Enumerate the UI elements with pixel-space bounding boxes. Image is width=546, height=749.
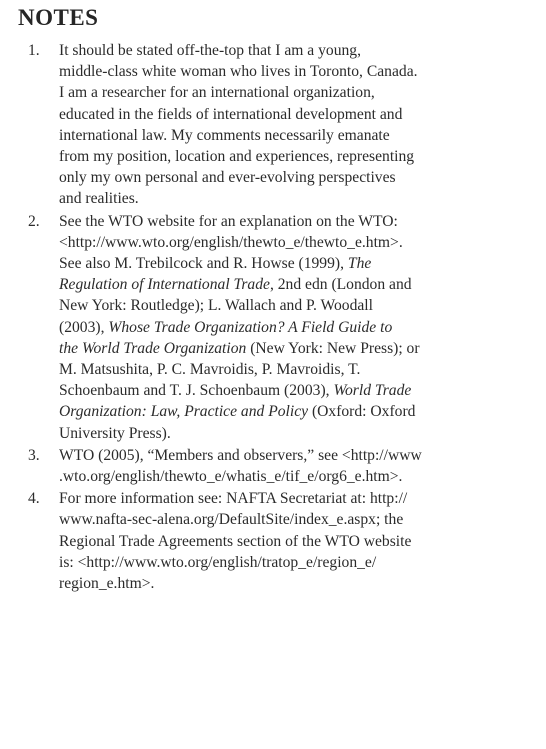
note-text: is: <http://www.wto.org/english/tratop_e/region_e/ — [59, 553, 377, 571]
note-text: New York: Routledge); L. Wallach and P. Woodall — [59, 297, 373, 315]
note-text: M. Matsushita, P. C. Mavroidis, P. Mavroidis, T. — [59, 361, 361, 379]
note-text: from my position, location and experiences, representing — [59, 148, 415, 166]
note-line — [59, 146, 536, 167]
note-text: Regional Trade Agreements section of the WTO website — [59, 532, 412, 550]
note-text: (New York: New Press); or — [246, 339, 420, 357]
note-text: I am a researcher for an international organization, — [59, 84, 375, 102]
note-text: and realities. — [59, 190, 139, 208]
note-line — [59, 445, 536, 466]
note-line — [59, 104, 536, 125]
note-text: .wto.org/english/thewto_e/whatis_e/tif_e/org6_e.htm>. — [59, 468, 403, 486]
note-line — [59, 232, 536, 253]
note-text: region_e.htm>. — [59, 575, 155, 593]
note-item — [18, 211, 536, 444]
note-line — [59, 509, 536, 530]
note-line — [59, 188, 536, 209]
note-line — [59, 573, 536, 594]
note-line — [59, 423, 536, 444]
note-line — [59, 401, 536, 422]
note-text: (Oxford: Oxford — [308, 403, 416, 421]
note-text: See the WTO website for an explanation on the WTO: — [59, 212, 398, 230]
note-text: middle-class white woman who lives in Toronto, Canada. — [59, 63, 418, 81]
italic-title-text: The — [347, 255, 372, 273]
note-line — [59, 167, 536, 188]
note-line — [59, 274, 536, 295]
italic-title-text: World Trade — [333, 382, 412, 400]
note-text: international law. My comments necessarily emanate — [59, 126, 390, 144]
note-line — [59, 82, 536, 103]
note-line — [59, 380, 536, 401]
note-line — [59, 40, 536, 61]
note-line — [59, 125, 536, 146]
note-number: 3. — [28, 446, 40, 464]
note-line — [59, 295, 536, 316]
note-text: , 2nd edn (London and — [269, 276, 412, 294]
note-line — [59, 488, 536, 509]
note-number: 4. — [28, 490, 40, 508]
notes-list — [18, 40, 536, 594]
note-line — [59, 61, 536, 82]
note-number: 2. — [28, 212, 40, 230]
note-text: www.nafta-sec-alena.org/DefaultSite/index_e.aspx; the — [59, 511, 404, 529]
note-number: 1. — [28, 42, 40, 59]
note-item — [18, 40, 536, 210]
note-line — [59, 552, 536, 573]
note-text: University Press). — [59, 424, 171, 442]
page-title: NOTES — [18, 5, 99, 30]
note-text: For more information see: NAFTA Secretariat at: http:// — [59, 490, 408, 508]
note-line — [59, 359, 536, 380]
note-text: only my own personal and ever-evolving perspectives — [59, 169, 396, 187]
note-line — [59, 338, 536, 359]
italic-title-text: Regulation of International Trade — [59, 276, 270, 294]
note-line — [59, 211, 536, 232]
note-line — [59, 531, 536, 552]
note-line — [59, 317, 536, 338]
note-text: It should be stated off-the-top that I am a young, — [59, 42, 361, 59]
note-line — [59, 466, 536, 487]
note-text: See also M. Trebilcock and R. Howse (1999), — [59, 255, 348, 273]
note-text: (2003), — [59, 318, 109, 336]
italic-title-text: Whose Trade Organization? A Field Guide to — [108, 318, 393, 336]
note-text: educated in the fields of international development and — [59, 105, 403, 123]
note-text: WTO (2005), “Members and observers,” see <http://www — [59, 446, 422, 464]
note-text: Schoenbaum and T. J. Schoenbaum (2003), — [59, 382, 334, 400]
italic-title-text: the World Trade Organization — [59, 339, 247, 357]
note-item — [18, 445, 536, 487]
note-item — [18, 488, 536, 594]
note-text: <http://www.wto.org/english/thewto_e/thewto_e.htm>. — [59, 233, 403, 251]
note-line — [59, 253, 536, 274]
italic-title-text: Organization: Law, Practice and Policy — [59, 403, 309, 421]
